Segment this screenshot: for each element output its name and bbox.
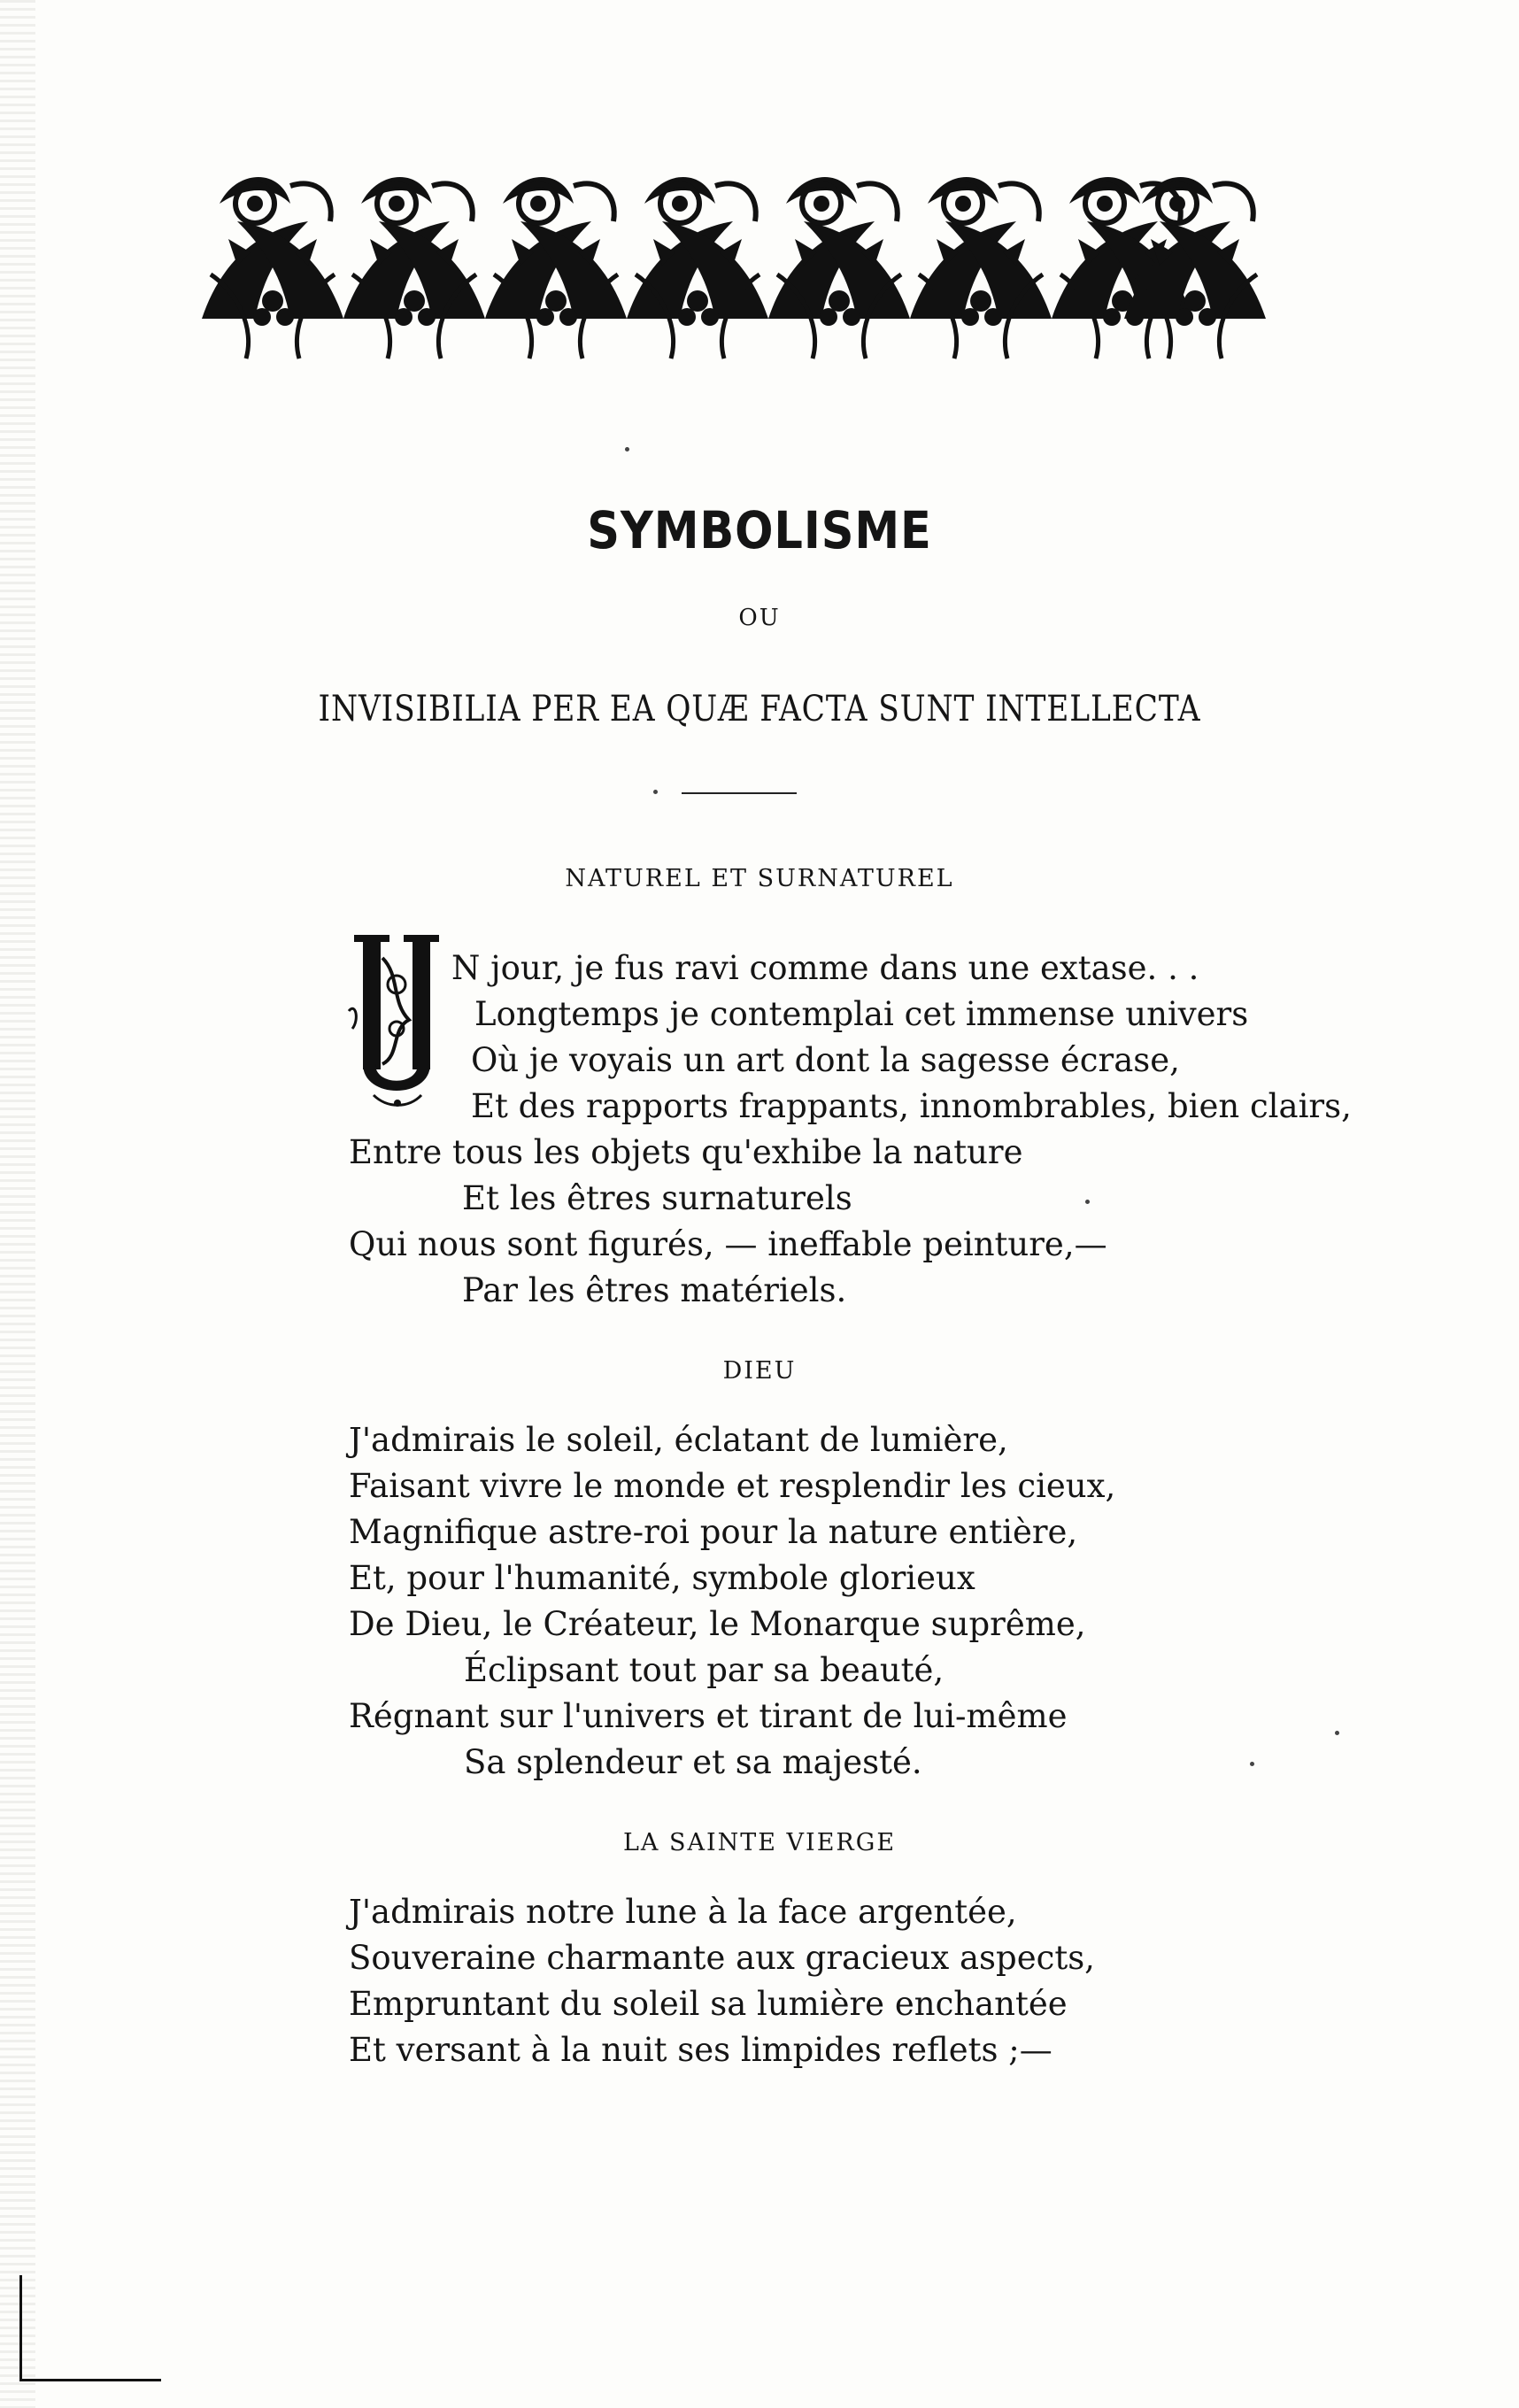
verse-line: Magnifique astre-roi pour la nature entière,	[349, 1513, 1078, 1551]
scan-speck	[1335, 1731, 1339, 1735]
verse-line: Éclipsant tout par sa beauté,	[464, 1651, 945, 1689]
binding-mark-vertical	[19, 2275, 22, 2381]
scan-speck	[1085, 1200, 1090, 1204]
verse-line: N jour, je fus ravi comme dans une extase. . .	[451, 949, 1199, 987]
verse-line: Souveraine charmante aux gracieux aspects,	[349, 1939, 1095, 1977]
scan-speck	[625, 447, 629, 452]
verse-line: Et les êtres surnaturels	[462, 1179, 852, 1217]
verse-line: Où je voyais un art dont la sagesse écrase,	[471, 1041, 1180, 1079]
page-subtitle: INVISIBILIA PER EA QUÆ FACTA SUNT INTELLECTA	[318, 689, 1201, 729]
page-title: SYMBOLISME	[587, 500, 932, 560]
verse-line: Sa splendeur et sa majesté.	[464, 1743, 922, 1781]
verse-line: Et versant à la nuit ses limpides reflets ;—	[349, 2031, 1053, 2069]
verse-line: Qui nous sont figurés, — ineffable peinture,—	[349, 1225, 1107, 1263]
ornamental-letter-u-icon	[347, 931, 448, 1108]
verse-line: De Dieu, le Créateur, le Monarque suprême,	[349, 1605, 1086, 1643]
title-connector: OU	[738, 605, 781, 631]
title-divider	[682, 792, 797, 794]
scan-speck	[1250, 1762, 1254, 1766]
verse-line: Par les êtres matériels.	[462, 1271, 847, 1309]
verse-line: Entre tous les objets qu'exhibe la nature	[349, 1133, 1023, 1171]
verse-line: Régnant sur l'univers et tirant de lui-même	[349, 1697, 1068, 1735]
section-heading-dieu: DIEU	[722, 1357, 797, 1385]
verse-line: Faisant vivre le monde et resplendir les cieux,	[349, 1467, 1116, 1505]
verse-line: Empruntant du soleil sa lumière enchantée	[349, 1985, 1068, 2023]
page-edge	[0, 0, 35, 2408]
verse-line: Et des rapports frappants, innombrables, bien clairs,	[471, 1087, 1352, 1125]
verse-line: J'admirais le soleil, éclatant de lumière,	[349, 1421, 1008, 1459]
section-heading-naturel: NATUREL ET SURNATUREL	[565, 865, 954, 892]
decorative-dot	[653, 790, 658, 794]
section-heading-sainte-vierge: LA SAINTE VIERGE	[622, 1829, 897, 1856]
binding-mark	[19, 2379, 161, 2381]
verse-line: Et, pour l'humanité, symbole glorieux	[349, 1559, 975, 1597]
floral-leaf-headpiece-icon	[202, 168, 1266, 363]
verse-line: Longtemps je contemplai cet immense univers	[474, 995, 1249, 1033]
verse-line: J'admirais notre lune à la face argentée,	[349, 1893, 1017, 1931]
